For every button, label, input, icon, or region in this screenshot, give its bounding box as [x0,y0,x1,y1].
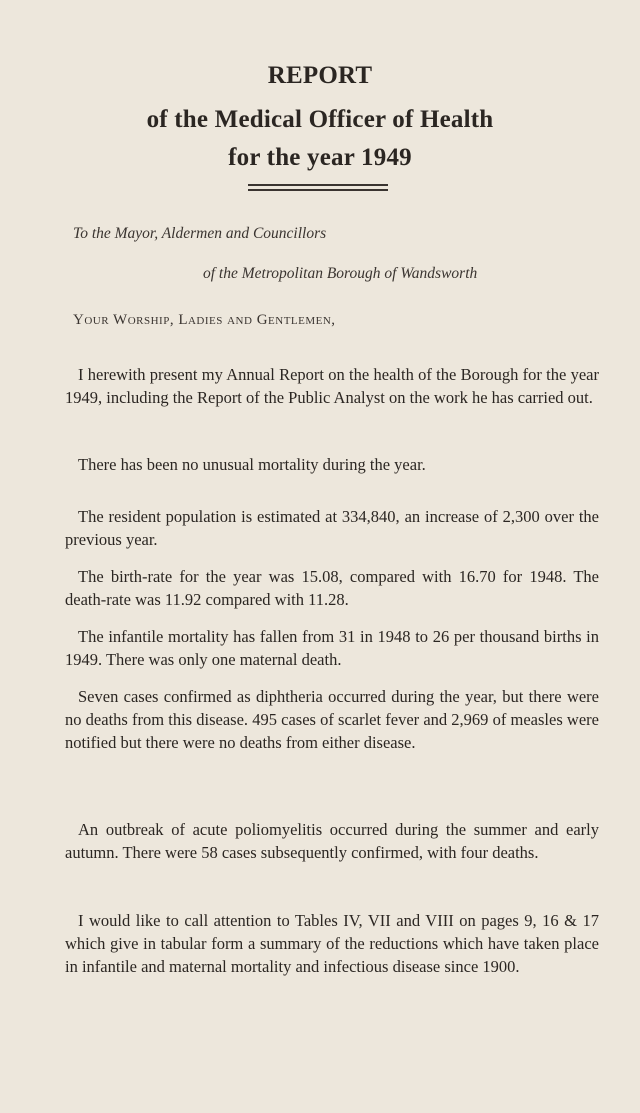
title-divider-top [248,184,388,186]
address-line-1: To the Mayor, Aldermen and Councillors [73,225,327,242]
paragraph-tables-reference: I would like to call attention to Tables IV, VII and VIII on pages 9, 16 & 17 which give in tabular form a summary of the reductions which have taken place in infantile and maternal mortality and infectious disease since 1900. [65,911,599,976]
report-year-line: for the year 1949 [228,144,412,171]
salutation: Your Worship, Ladies and Gentlemen, [73,312,336,328]
report-title: REPORT [267,62,373,89]
report-subtitle: of the Medical Officer of Health [146,106,494,133]
address-line-2: of the Metropolitan Borough of Wandsworth [203,265,478,282]
paragraph-poliomyelitis: An outbreak of acute poliomyelitis occurred during the summer and early autumn. There were 58 cases subsequently confirmed, with four deaths. [65,820,599,862]
paragraph-annual-report: I herewith present my Annual Report on the health of the Borough for the year 1949, including the Report of the Public Analyst on the work he has carried out. [65,365,599,407]
paragraph-infectious-disease: Seven cases confirmed as diphtheria occurred during the year, but there were no deaths from this disease. 495 cases of scarlet fever and 2,969 of measles were notified but there were no deaths from either disease. [65,687,599,752]
paragraph-birth-death-rate: The birth-rate for the year was 15.08, compared with 16.70 for 1948. The death-rate was 11.92 compared with 11.28. [65,567,599,609]
title-divider-bottom [248,189,388,191]
paragraph-population: The resident population is estimated at 334,840, an increase of 2,300 over the previous year. [65,507,599,549]
paragraph-mortality: There has been no unusual mortality during the year. [78,455,426,474]
paragraph-infantile-mortality: The infantile mortality has fallen from 31 in 1948 to 26 per thousand births in 1949. There was only one maternal death. [65,627,599,669]
